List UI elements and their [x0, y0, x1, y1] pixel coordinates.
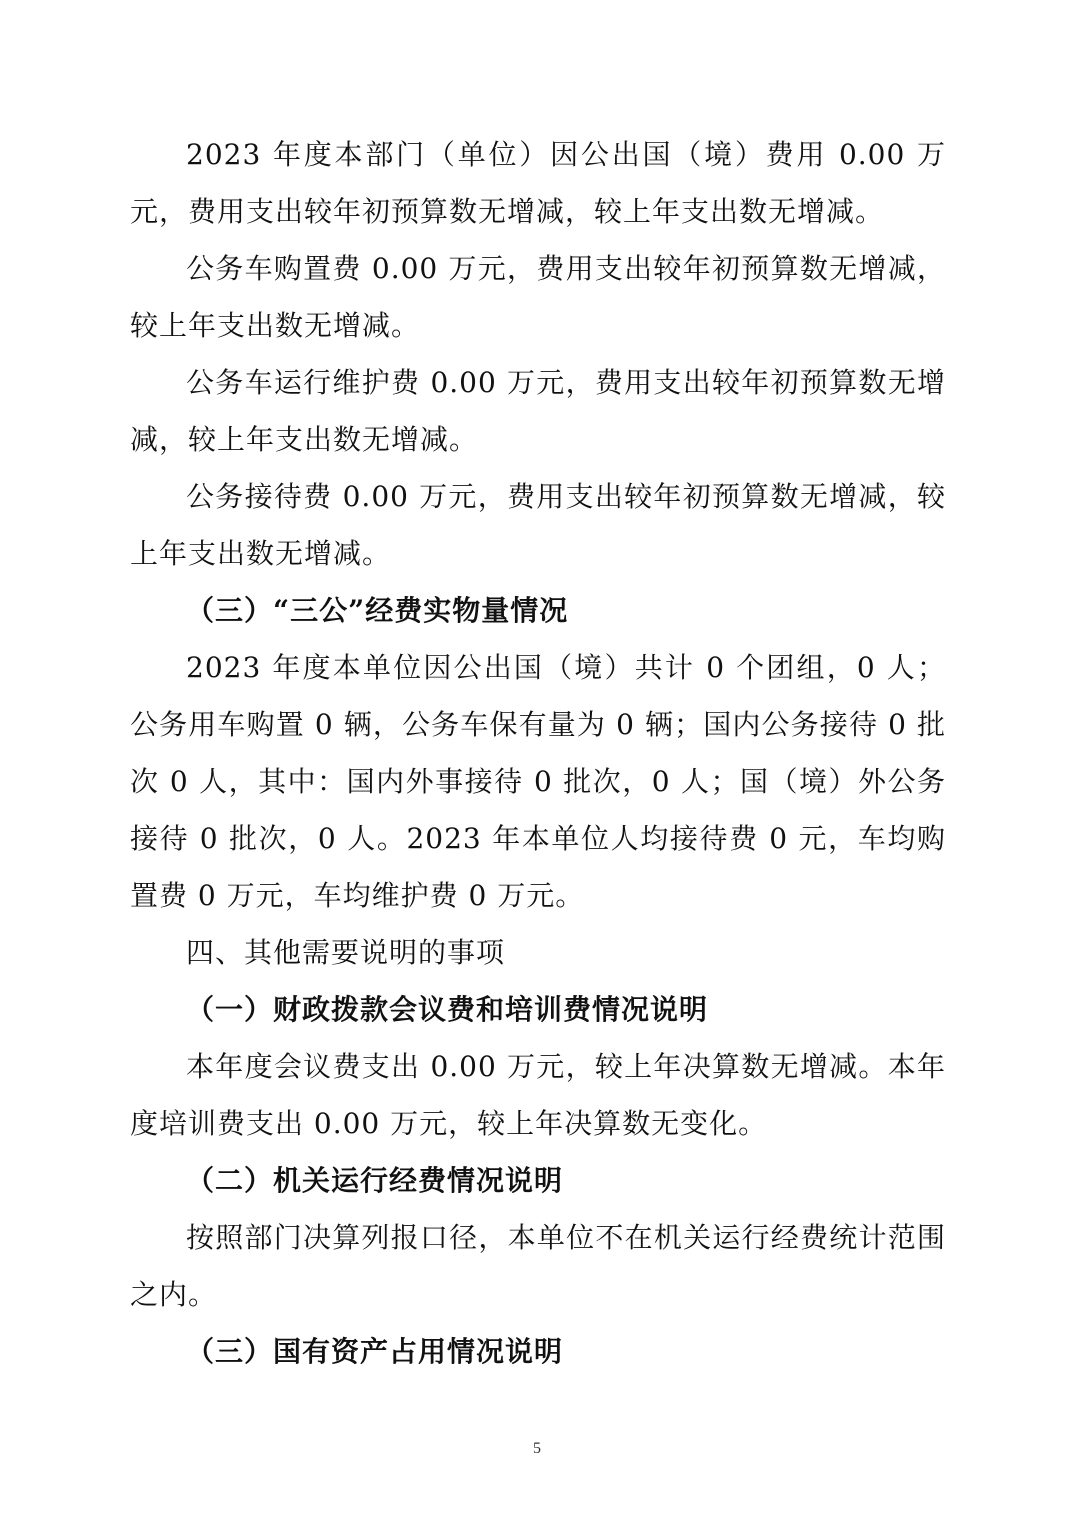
paragraph-operating-expense: 按照部门决算列报口径，本单位不在机关运行经费统计范围之内。: [130, 1221, 946, 1311]
paragraph-overseas-expense: 2023 年度本部门（单位）因公出国（境）费用 0.00 万元，费用支出较年初预算数无增减，较上年支出数无增减。: [130, 138, 946, 228]
heading-other-matters: 四、其他需要说明的事项: [186, 936, 506, 969]
paragraph-vehicle-maintenance: 公务车运行维护费 0.00 万元，费用支出较年初预算数无增减，较上年支出数无增减。: [130, 366, 946, 456]
document-body: [130, 126, 946, 1380]
page-number: 5: [533, 1440, 541, 1457]
paragraph-meeting-training: 本年度会议费支出 0.00 万元，较上年决算数无增减。本年度培训费支出 0.00 万元，较上年决算数无变化。: [130, 1050, 946, 1140]
paragraph-sanggong-quantity: 2023 年度本单位因公出国（境）共计 0 个团组，0 人；公务用车购置 0 辆，公务车保有量为 0 辆；国内公务接待 0 批次 0 人，其中：国内外事接待 0 批次，0 人；国（境）外公务接待 0 批次，0 人。2023 年本单位人均接待费 0 元，车均购置费 0 万元，车均维护费 0 万元。: [130, 651, 946, 912]
paragraph-reception-expense: 公务接待费 0.00 万元，费用支出较年初预算数无增减，较上年支出数无增减。: [130, 480, 946, 570]
heading-sanggong-quantity: （三）“三公”经费实物量情况: [186, 594, 569, 627]
paragraph-vehicle-purchase: 公务车购置费 0.00 万元，费用支出较年初预算数无增减，较上年支出数无增减。: [130, 252, 946, 342]
heading-meeting-training: （一）财政拨款会议费和培训费情况说明: [186, 993, 709, 1026]
heading-state-assets: （三）国有资产占用情况说明: [186, 1335, 564, 1368]
heading-operating-expense: （二）机关运行经费情况说明: [186, 1164, 564, 1197]
